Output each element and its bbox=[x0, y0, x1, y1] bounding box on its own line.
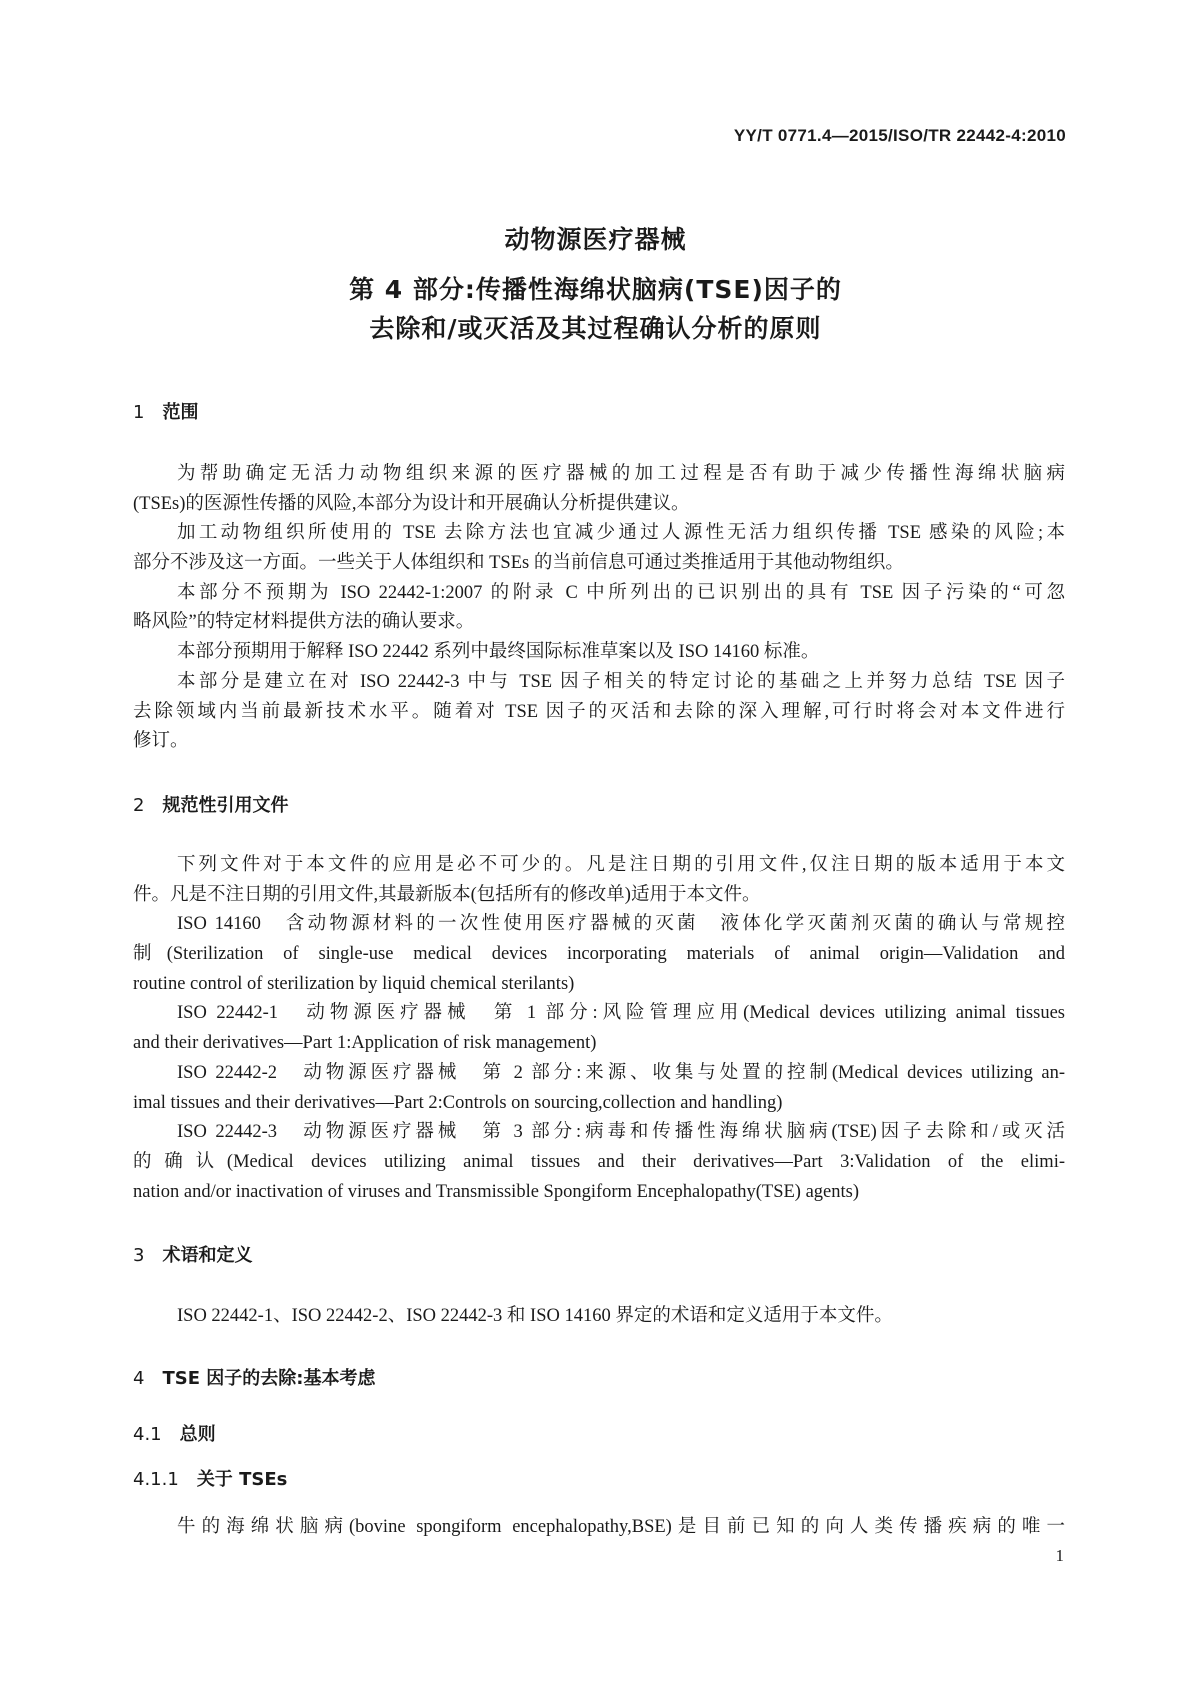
section-number: 2 bbox=[133, 795, 145, 816]
text-line: 加工动物组织所使用的 TSE 去除方法也宜减少通过人源性无活力组织传播 TSE 感染的风险;本 bbox=[177, 523, 1065, 544]
section-heading-4-1 bbox=[133, 1420, 216, 1446]
text-line: ISO 14160 含动物源材料的一次性使用医疗器械的灭菌 液体化学灭菌剂灭菌的确认与常规控 bbox=[177, 914, 1065, 935]
text-line: 略风险”的特定材料提供方法的确认要求。 bbox=[133, 612, 475, 633]
section-number: 4.1 bbox=[133, 1424, 162, 1445]
text-line: 本部分是建立在对 ISO 22442-3 中与 TSE 因子相关的特定讨论的基础之上并努力总结 TSE 因子 bbox=[177, 671, 1065, 692]
text-line: 下列文件对于本文件的应用是必不可少的。凡是注日期的引用文件,仅注日期的版本适用于本文 bbox=[177, 855, 1065, 875]
text-line: 为帮助确定无活力动物组织来源的医疗器械的加工过程是否有助于减少传播性海绵状脑病 bbox=[177, 464, 1065, 484]
text-line: 制(Sterilization of single-use medical devices incorporating materials of animal origin—Validation and bbox=[133, 944, 1065, 965]
section-title: 关于 TSEs bbox=[196, 1469, 288, 1490]
text-line: (TSEs)的医源性传播的风险,本部分为设计和开展确认分析提供建议。 bbox=[133, 493, 690, 514]
text-line: ISO 22442-1、ISO 22442-2、ISO 22442-3 和 ISO 14160 界定的术语和定义适用于本文件。 bbox=[177, 1306, 893, 1326]
document-code-header: YY/T 0771.4—2015/ISO/TR 22442-4:2010 bbox=[733, 126, 1066, 145]
text-line: ISO 22442-3 动物源医疗器械 第 3 部分:病毒和传播性海绵状脑病(TSE)因子去除和/或灭活 bbox=[177, 1122, 1065, 1143]
text-line: ISO 22442-1 动物源医疗器械 第 1 部分:风险管理应用(Medical devices utilizing animal tissues bbox=[177, 1003, 1065, 1024]
paragraph-block bbox=[133, 1302, 1065, 1332]
section-heading-1 bbox=[133, 398, 198, 424]
section-title: 总则 bbox=[179, 1424, 216, 1445]
section-heading-4 bbox=[133, 1364, 375, 1390]
text-line: 部分不涉及这一方面。一些关于人体组织和 TSEs 的当前信息可通过类推适用于其他动物组织。 bbox=[133, 553, 904, 574]
title-line-2: 第 4 部分:传播性海绵状脑病(TSE)因子的 bbox=[349, 275, 842, 304]
section-number: 1 bbox=[133, 402, 145, 423]
text-line: ISO 22442-2 动物源医疗器械 第 2 部分:来源、收集与处置的控制(Medical devices utilizing an- bbox=[177, 1062, 1065, 1083]
text-line: nation and/or inactivation of viruses and Transmissible Spongiform Encephalopathy(TSE) agents) bbox=[133, 1181, 859, 1202]
text-line: 的确认(Medical devices utilizing animal tissues and their derivatives—Part 3:Validation of the elimi- bbox=[133, 1151, 1065, 1172]
text-line: 去除领域内当前最新技术水平。随着对 TSE 因子的灭活和去除的深入理解,可行时将会对本文件进行 bbox=[133, 701, 1065, 722]
paragraph-block bbox=[133, 851, 1065, 1207]
section-number: 4 bbox=[133, 1368, 145, 1389]
section-number: 4.1.1 bbox=[133, 1469, 179, 1490]
text-line: and their derivatives—Part 1:Application of risk management) bbox=[133, 1033, 597, 1054]
section-title: 规范性引用文件 bbox=[162, 795, 289, 816]
paragraph-block bbox=[133, 460, 1065, 757]
text-line: routine control of sterilization by liquid chemical sterilants) bbox=[133, 973, 575, 994]
section-title: 范围 bbox=[162, 402, 199, 423]
title-line-1: 动物源医疗器械 bbox=[504, 225, 687, 254]
paragraph-block bbox=[133, 1513, 1065, 1543]
section-heading-4-1-1 bbox=[133, 1465, 287, 1491]
section-title: 术语和定义 bbox=[162, 1245, 253, 1266]
section-number: 3 bbox=[133, 1245, 145, 1266]
section-title: TSE 因子的去除:基本考虑 bbox=[162, 1368, 376, 1389]
text-line: 本部分预期用于解释 ISO 22442 系列中最终国际标准草案以及 ISO 14160 标准。 bbox=[177, 642, 820, 663]
text-line: 修订。 bbox=[133, 731, 189, 752]
section-heading-3 bbox=[133, 1241, 252, 1267]
text-line: 件。凡是不注日期的引用文件,其最新版本(包括所有的修改单)适用于本文件。 bbox=[133, 884, 761, 905]
text-line: imal tissues and their derivatives—Part 2:Controls on sourcing,collection and handling) bbox=[133, 1092, 783, 1113]
title-line-3: 去除和/或灭活及其过程确认分析的原则 bbox=[369, 314, 822, 343]
section-heading-2 bbox=[133, 791, 288, 817]
text-line: 本部分不预期为 ISO 22442-1:2007 的附录 C 中所列出的已识别出的具有 TSE 因子污染的“可忽 bbox=[177, 582, 1065, 603]
page-number: 1 bbox=[1055, 1546, 1064, 1565]
text-line: 牛的海绵状脑病(bovine spongiform encephalopathy,BSE)是目前已知的向人类传播疾病的唯一 bbox=[177, 1517, 1065, 1537]
